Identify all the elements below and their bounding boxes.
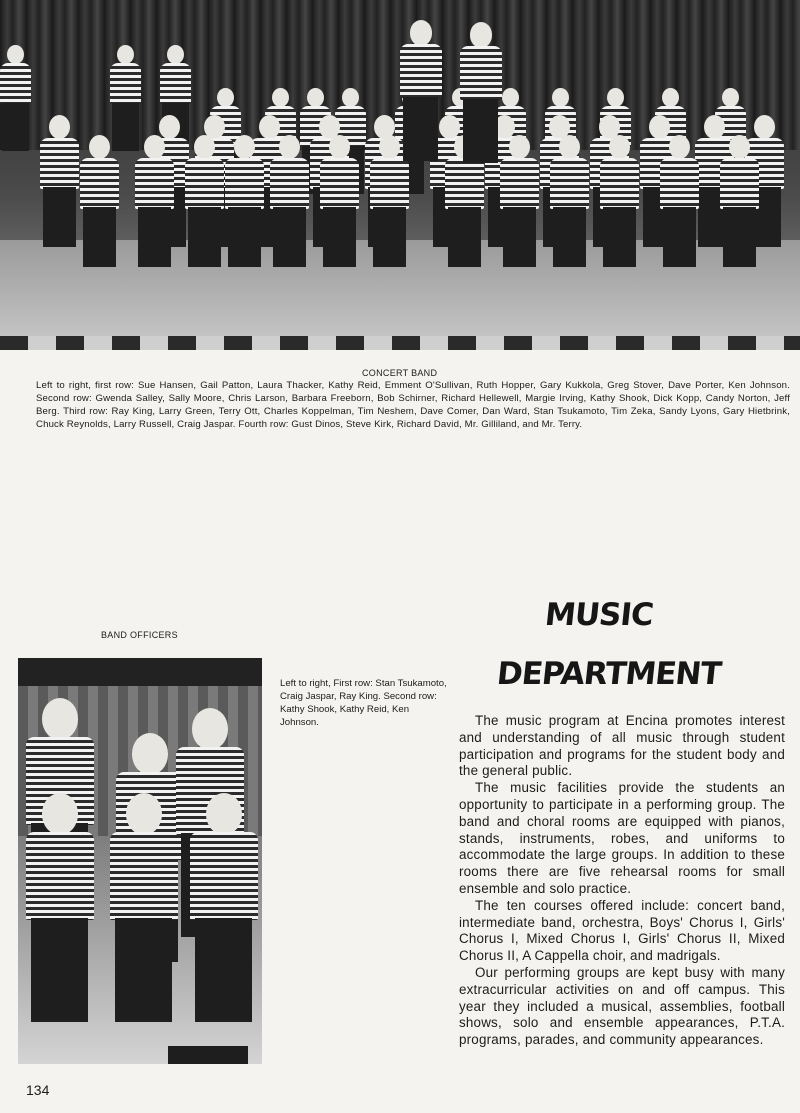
paragraph-2: The music facilities provide the students an opportunity to participate in a performing group. The band and choral rooms are equipped with pianos, stands, instruments, robes, and uniforms to accommodate the large groups. In addition to these rooms there are five rehearsal rooms for small ensemble and solo practice. <box>459 780 785 896</box>
member-legs <box>273 207 306 267</box>
member-uniform <box>660 158 699 209</box>
member-head <box>42 698 78 740</box>
member-head <box>89 135 110 159</box>
member-uniform <box>370 158 409 209</box>
member-legs <box>195 918 252 1022</box>
member-uniform <box>190 832 258 920</box>
member-head <box>279 135 300 159</box>
member-head <box>132 733 168 775</box>
member-head <box>117 45 134 64</box>
member-uniform <box>135 158 174 209</box>
member-head <box>649 115 670 139</box>
concert-band-title: CONCERT BAND <box>362 368 438 378</box>
paragraph-3: The ten courses offered include: concert band, intermediate band, orchestra, Boys' Chorus I, Girls' Chorus I, Mixed Chorus I, Girls' Chorus II, Mixed Chorus II, A Cappella choir, and madrigals. <box>459 897 785 964</box>
member-head <box>167 45 184 64</box>
floor-border <box>0 336 800 350</box>
officers-backdrop <box>18 658 262 686</box>
member-head <box>662 88 679 107</box>
member-uniform <box>600 158 639 209</box>
member-head <box>754 115 775 139</box>
member-head <box>194 135 215 159</box>
officers-floor-tile <box>168 1046 248 1064</box>
paragraph-1: The music program at Encina promotes interest and understanding of all music through student participation and programs for the student body and the general public. <box>459 713 785 779</box>
member-legs <box>373 207 406 267</box>
member-head <box>192 708 228 750</box>
member-head <box>307 88 324 107</box>
member-head <box>126 793 162 835</box>
member-legs <box>2 103 28 151</box>
department-heading: DEPARTMENT <box>495 656 723 692</box>
concert-band-caption: Left to right, first row: Sue Hansen, Gail Patton, Laura Thacker, Kathy Reid, Emment O'Sullivan, Ruth Hopper, Gary Kukkola, Greg Stover, Dave Porter, Ken Johnson. Second row: Gwenda Salley, Sally Moore, Chris Larson, Barbara Freeborn, Bob Schirner, Richard Hellewell, Margie Irving, Kathy Shook, Dick Kopp, Candy Norton, Jeff Berg. Third row: Ray King, Larry Green, Terry Ott, Charles Koppelman, Tim Neshem, Dave Comer, Dan Ward, Stan Tsukamoto, Tim Zeka, Sandy Lyons, Gary Hietbrink, Chuck Reynolds, Larry Russell, Craig Jaspar. Fourth row: Gust Dinos, Steve Kirk, Richard David, Mr. Gilliland, and Mr. Terry. <box>36 380 790 430</box>
page-number: 134 <box>26 1082 50 1098</box>
member-head <box>552 88 569 107</box>
member-legs <box>723 207 756 267</box>
member-uniform <box>0 63 31 104</box>
member-uniform <box>225 158 264 209</box>
member-legs <box>463 99 498 163</box>
member-legs <box>663 207 696 267</box>
member-uniform <box>80 158 119 209</box>
member-legs <box>448 207 481 267</box>
member-legs <box>83 207 116 267</box>
member-uniform <box>270 158 309 209</box>
member-head <box>607 88 624 107</box>
member-head <box>206 793 242 835</box>
member-head <box>470 22 492 48</box>
member-head <box>234 135 255 159</box>
member-head <box>729 135 750 159</box>
member-legs <box>553 207 586 267</box>
member-head <box>609 135 630 159</box>
concert-band-photo <box>0 0 800 350</box>
paragraph-4: Our performing groups are kept busy with many extracurricular activities on and off campus. This year they included a musical, assemblies, football shows, solo and ensemble appearances, P.T.A. programs, parades, and community appearances. <box>459 964 785 1048</box>
member-head <box>342 88 359 107</box>
member-head <box>42 793 78 835</box>
member-legs <box>115 918 172 1022</box>
member-uniform <box>400 44 442 98</box>
band-officers-title: BAND OFFICERS <box>101 630 178 640</box>
member-head <box>410 20 432 46</box>
member-head <box>509 135 530 159</box>
member-head <box>217 88 234 107</box>
member-head <box>7 45 24 64</box>
member-head <box>259 115 280 139</box>
member-head <box>159 115 180 139</box>
member-head <box>379 135 400 159</box>
member-legs <box>112 103 138 151</box>
member-head <box>49 115 70 139</box>
member-uniform <box>720 158 759 209</box>
member-legs <box>31 918 88 1022</box>
member-head <box>704 115 725 139</box>
member-legs <box>503 207 536 267</box>
member-legs <box>323 207 356 267</box>
music-heading: MUSIC <box>543 597 655 633</box>
member-head <box>722 88 739 107</box>
band-officers-caption: Left to right, First row: Stan Tsukamoto, Craig Jaspar, Ray King. Second row: Kathy Shook, Kathy Reid, Ken Johnson. <box>280 678 447 728</box>
member-uniform <box>550 158 589 209</box>
member-head <box>669 135 690 159</box>
member-legs <box>228 207 261 267</box>
member-uniform <box>445 158 484 209</box>
member-head <box>502 88 519 107</box>
member-head <box>559 135 580 159</box>
member-legs <box>603 207 636 267</box>
member-legs <box>188 207 221 267</box>
member-uniform <box>110 832 178 920</box>
member-legs <box>43 187 76 247</box>
band-officers-photo <box>18 658 262 1064</box>
member-legs <box>403 97 438 161</box>
member-head <box>272 88 289 107</box>
member-head <box>329 135 350 159</box>
member-head <box>439 115 460 139</box>
member-legs <box>138 207 171 267</box>
member-uniform <box>110 63 141 104</box>
member-uniform <box>185 158 224 209</box>
member-uniform <box>320 158 359 209</box>
member-uniform <box>500 158 539 209</box>
member-uniform <box>160 63 191 104</box>
music-department-text <box>459 713 785 1049</box>
member-uniform <box>460 46 502 100</box>
member-uniform <box>40 138 79 189</box>
member-head <box>144 135 165 159</box>
member-uniform <box>26 832 94 920</box>
